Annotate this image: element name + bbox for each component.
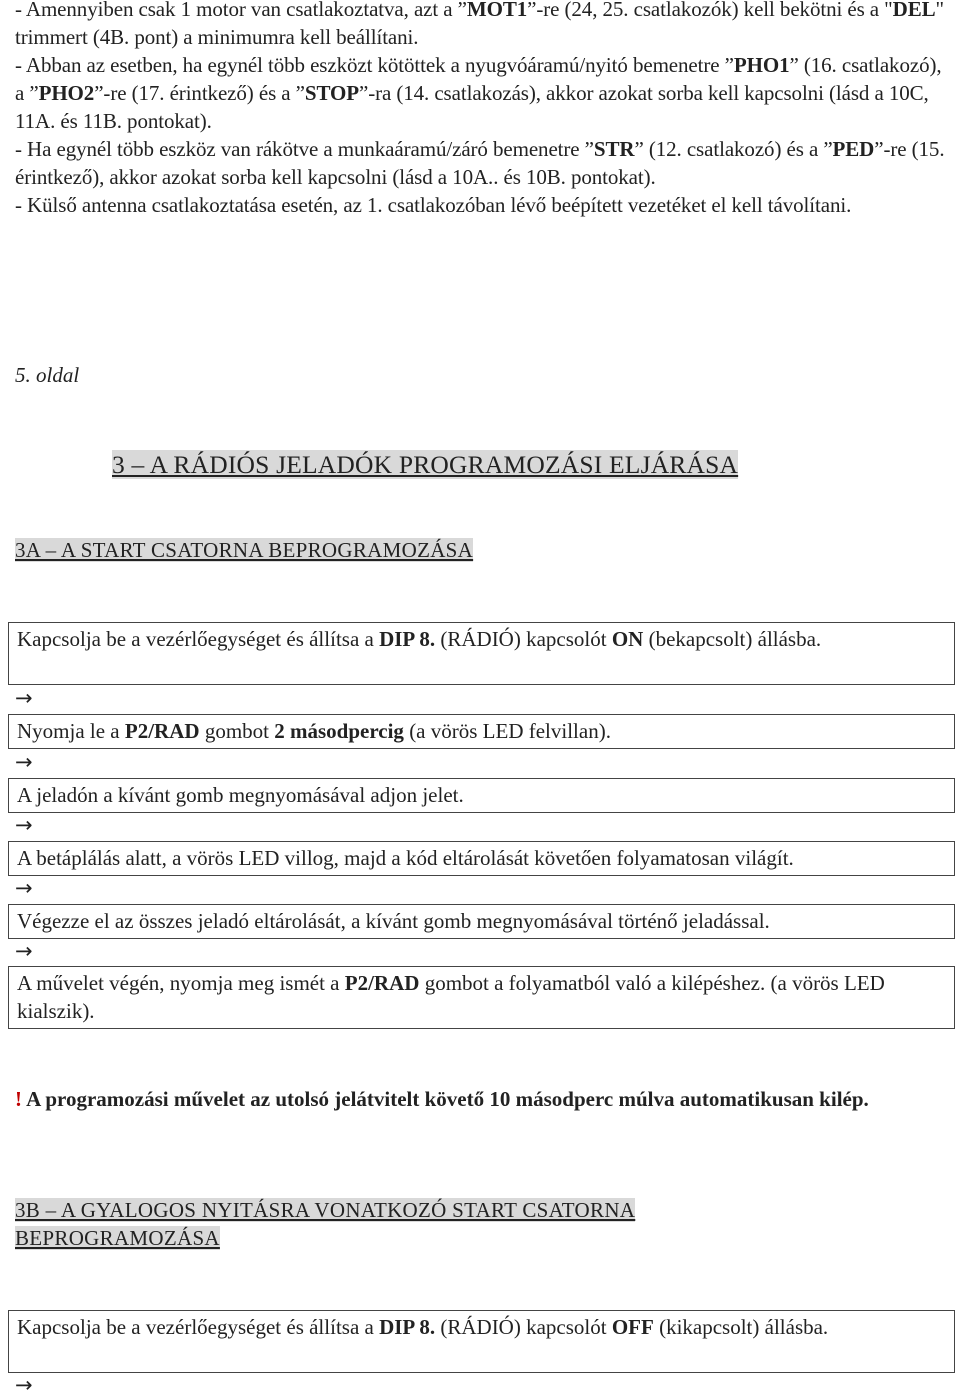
step-3a-2: [8, 714, 955, 749]
section-3b-heading-line2: BEPROGRAMOZÁSA: [15, 1226, 220, 1250]
step-3a-5: Végezze el az összes jeladó eltárolását, a kívánt gomb megnyomásával történő jeladással.: [8, 904, 955, 939]
text-run: ”-ra (14. csatlakozás), akkor azokat sorba kell kapcsolni (lásd a 10C, 11A. és 11B. pontokat).: [15, 81, 929, 133]
section-3b-heading-line1: 3B – A GYALOGOS NYITÁSRA VONATKOZÓ START CSATORNA: [15, 1198, 636, 1222]
text-run: " trimmert (4B. pont) a minimumra kell beállítani.: [15, 0, 945, 49]
term-2-seconds: 2 másodpercig: [274, 719, 404, 743]
arrow-icon: →: [15, 939, 33, 963]
term-off: OFF: [611, 1315, 654, 1339]
term-dip8: DIP 8.: [379, 627, 436, 651]
text-run: ” (12. csatlakozó) és a ”: [634, 137, 833, 161]
term-pho2: PHO2: [38, 81, 95, 105]
text-run: A művelet végén, nyomja meg ismét a: [17, 971, 345, 995]
term-ped: PED: [832, 137, 875, 161]
arrow-icon: →: [15, 1373, 33, 1397]
text-run: (RÁDIÓ) kapcsolót: [435, 627, 612, 651]
term-on: ON: [611, 627, 644, 651]
note-text: A programozási művelet az utolsó jelátvitelt követő 10 másodperc múlva automatikusan kilép.: [22, 1087, 869, 1111]
text-run: ”-re (17. érintkező) és a ”: [94, 81, 305, 105]
note-single-motor: [15, 0, 950, 51]
text-run: Kapcsolja be a vezérlőegységet és állítsa a: [17, 1315, 380, 1339]
term-str: STR: [593, 137, 635, 161]
text-run: Nyomja le a: [17, 719, 125, 743]
note-external-antenna: - Külső antenna csatlakoztatása esetén, az 1. csatlakozóban lévő beépített vezetéket el kell távolítani.: [15, 193, 852, 217]
step-3a-3: A jeladón a kívánt gomb megnyomásával adjon jelet.: [8, 778, 955, 813]
intro-notes: [15, 0, 950, 219]
term-mot1: MOT1: [466, 0, 528, 21]
term-stop: STOP: [304, 81, 359, 105]
text-run: Kapcsolja be a vezérlőegységet és állítsa a: [17, 627, 380, 651]
step-3a-1: [8, 622, 955, 685]
term-p2rad: P2/RAD: [344, 971, 420, 995]
main-heading-text: 3 – A RÁDIÓS JELADÓK PROGRAMOZÁSI ELJÁRÁSA: [112, 450, 739, 479]
text-run: - Ha egynél több eszköz van rákötve a munkaáramú/záró bemenetre ”: [15, 137, 594, 161]
term-del: DEL: [892, 0, 936, 21]
text-run: ”-re (24, 25. csatlakozók) kell bekötni és a ": [527, 0, 893, 21]
step-3a-4: A betáplálás alatt, a vörös LED villog, majd a kód eltárolását követően folyamatosan világít.: [8, 841, 955, 876]
page-number: 5. oldal: [15, 363, 80, 387]
auto-exit-note: [15, 1085, 915, 1113]
text-run: (a vörös LED felvillan).: [403, 719, 611, 743]
step-3b-1: [8, 1310, 955, 1373]
text-run: gombot: [199, 719, 275, 743]
arrow-icon: →: [15, 750, 33, 774]
section-3a-heading-text: 3A – A START CSATORNA BEPROGRAMOZÁSA: [15, 538, 474, 562]
text-run: gombot a folyamatból való a kilépéshez. (a vörös LED kialszik).: [17, 971, 885, 1023]
text-run: (kikapcsolt) állásba.: [653, 1315, 829, 1339]
section-3b-heading: [15, 1196, 815, 1252]
arrow-icon: →: [15, 813, 33, 837]
term-dip8: DIP 8.: [379, 1315, 436, 1339]
text-run: ” (16. csatlakozó), a ”: [15, 53, 942, 105]
main-heading: [112, 450, 738, 480]
term-p2rad: P2/RAD: [124, 719, 200, 743]
section-3a-heading: [15, 538, 473, 563]
arrow-icon: →: [15, 876, 33, 900]
text-run: ”-re (15. érintkező), akkor azokat sorba kell kapcsolni (lásd a 10A.. és 10B. pontokat).: [15, 137, 945, 189]
note-no-inputs: [15, 135, 950, 191]
step-3a-6: [8, 966, 955, 1029]
term-pho1: PHO1: [733, 53, 790, 77]
text-run: (bekapcsolt) állásba.: [643, 627, 822, 651]
text-run: - Abban az esetben, ha egynél több eszközt kötöttek a nyugvóáramú/nyitó bemenetre ”: [15, 53, 734, 77]
text-run: (RÁDIÓ) kapcsolót: [435, 1315, 612, 1339]
arrow-icon: →: [15, 686, 33, 710]
note-nc-inputs: [15, 51, 950, 135]
text-run: - Amennyiben csak 1 motor van csatlakoztatva, azt a ”: [15, 0, 467, 21]
warning-mark: !: [15, 1087, 22, 1111]
